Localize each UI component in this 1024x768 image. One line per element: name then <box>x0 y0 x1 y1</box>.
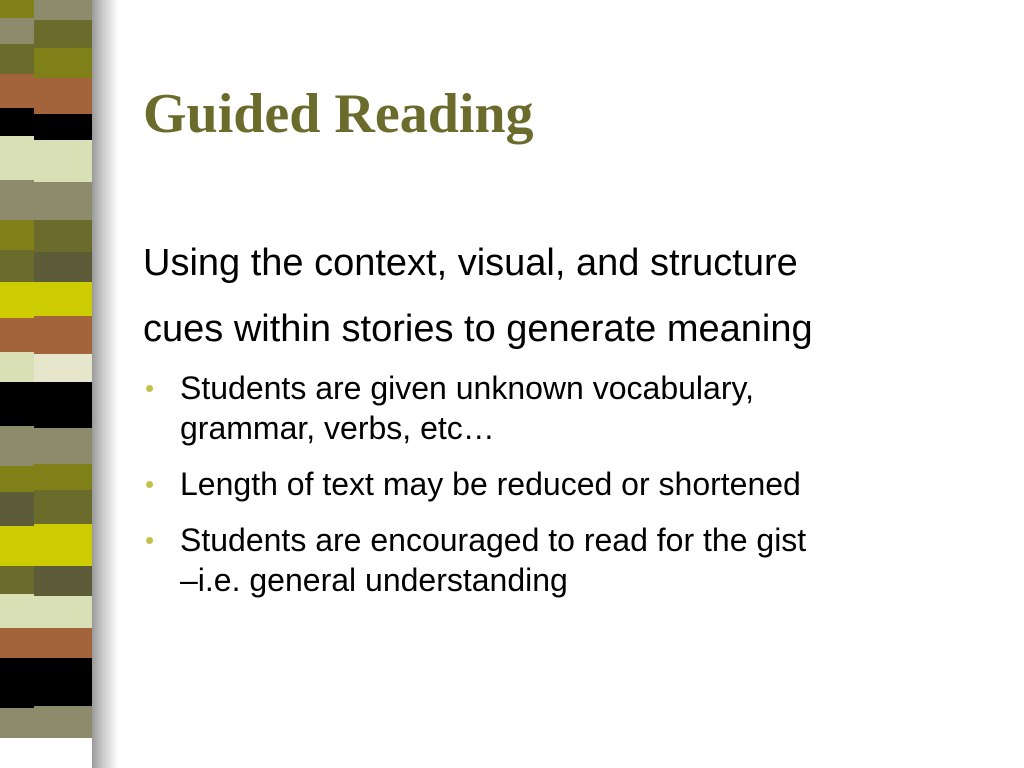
stripe-segment <box>0 108 34 136</box>
stripe-segment <box>34 354 96 382</box>
stripe-segment <box>34 48 96 78</box>
stripe-segment <box>34 490 96 524</box>
stripe-segment <box>34 182 96 220</box>
bullet-item <box>143 368 1003 448</box>
stripe-segment <box>0 180 34 220</box>
stripe-segment <box>34 628 96 658</box>
stripe-segment <box>0 594 34 628</box>
stripe-segment <box>34 78 96 114</box>
bullet-text-line: Length of text may be reduced or shortened <box>180 466 801 502</box>
slide-body <box>143 230 1003 616</box>
stripe-segment <box>34 706 96 738</box>
slide-title: Guided Reading <box>143 83 534 145</box>
stripe-segment <box>0 18 34 44</box>
stripe-segment <box>34 524 96 566</box>
stripe-column-right <box>34 0 96 768</box>
bullet-icon: • <box>145 373 155 403</box>
bullet-text-line: Students are given unknown vocabulary, <box>180 370 754 406</box>
stripe-segment <box>34 220 96 252</box>
stripe-segment <box>0 566 34 594</box>
bullet-icon: • <box>145 525 155 555</box>
decorative-stripe-band <box>0 0 118 768</box>
stripe-segment <box>34 658 96 706</box>
stripe-segment <box>0 282 34 318</box>
stripe-segment <box>34 282 96 316</box>
stripe-segment <box>0 74 34 108</box>
lead-line: Using the context, visual, and structure <box>143 242 798 284</box>
stripe-segment <box>0 466 34 492</box>
stripe-segment <box>0 44 34 74</box>
stripe-shadow <box>92 0 118 768</box>
stripe-segment <box>0 250 34 282</box>
bullet-item <box>143 464 1003 504</box>
stripe-segment <box>34 316 96 354</box>
bullet-text-line: –i.e. general understanding <box>180 562 568 598</box>
stripe-segment <box>0 426 34 466</box>
stripe-segment <box>0 382 34 426</box>
stripe-segment <box>34 0 96 20</box>
stripe-segment <box>34 566 96 596</box>
bullet-icon: • <box>145 469 155 499</box>
stripe-segment <box>0 136 34 180</box>
stripe-segment <box>34 464 96 490</box>
stripe-segment <box>34 252 96 282</box>
stripe-segment <box>34 428 96 464</box>
stripe-segment <box>34 596 96 628</box>
stripe-segment <box>0 352 34 382</box>
lead-line: cues within stories to generate meaning <box>143 308 813 350</box>
stripe-segment <box>0 658 34 708</box>
stripe-segment <box>34 382 96 428</box>
bullet-text-line: grammar, verbs, etc… <box>180 410 495 446</box>
stripe-segment <box>0 628 34 658</box>
bullet-text-line: Students are encouraged to read for the gist <box>180 522 807 558</box>
stripe-segment <box>34 140 96 182</box>
bullet-item <box>143 520 1003 600</box>
stripe-segment <box>34 114 96 140</box>
stripe-column-left <box>0 0 34 768</box>
stripe-segment <box>0 708 34 738</box>
bullet-list <box>143 368 1003 600</box>
stripe-segment <box>0 492 34 526</box>
stripe-segment <box>0 318 34 352</box>
stripe-segment <box>0 220 34 250</box>
stripe-segment <box>34 20 96 48</box>
stripe-segment <box>0 0 34 18</box>
stripe-segment <box>0 526 34 566</box>
